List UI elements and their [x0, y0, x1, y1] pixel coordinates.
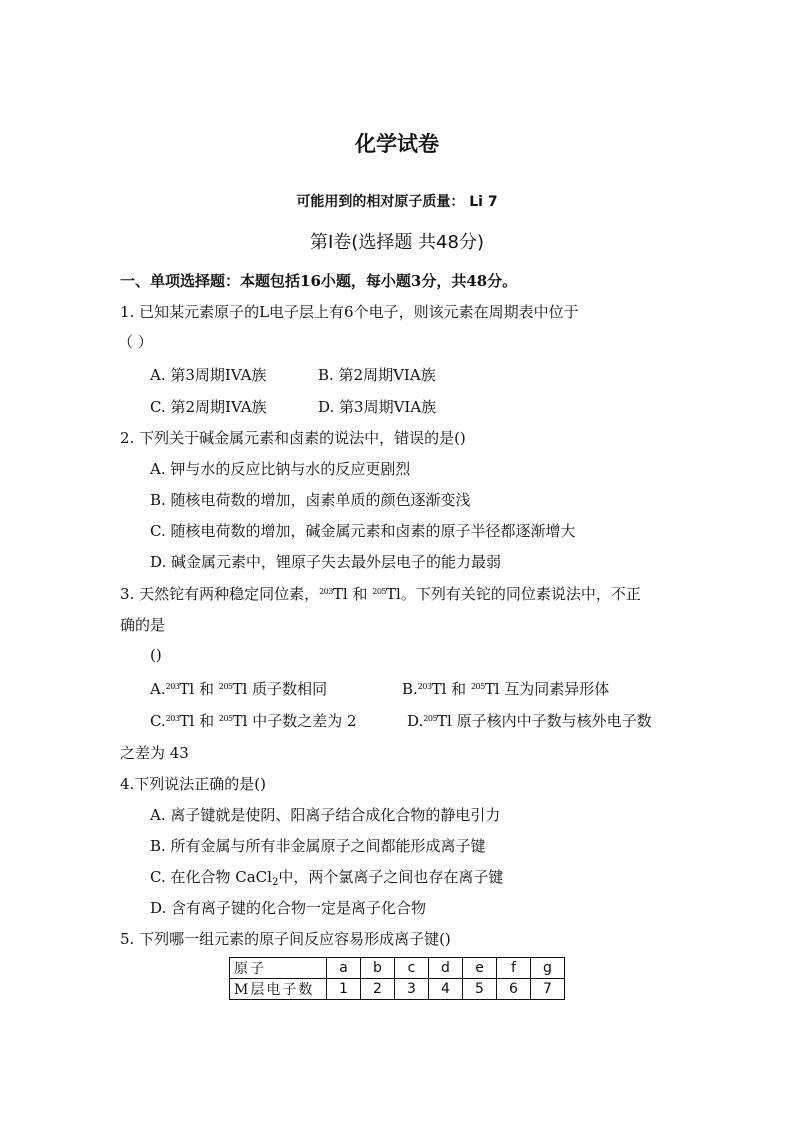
- q4-option-d: D. 含有离子键的化合物一定是离子化合物: [150, 899, 427, 917]
- option-letter: A.: [150, 680, 166, 698]
- conjunction: 和: [194, 680, 219, 698]
- table-row: [230, 979, 565, 1000]
- table-cell: b: [361, 958, 395, 979]
- isotope-mass-205: 205: [372, 587, 387, 596]
- conjunction: 和: [347, 585, 373, 603]
- q5-stem: 5. 下列哪一组元素的原子间反应容易形成离子键(): [120, 930, 451, 948]
- isotope-mass-205: 205: [218, 714, 233, 723]
- q2-option-a: A. 钾与水的反应比钠与水的反应更剧烈: [150, 460, 411, 478]
- option-text: 中子数之差为 2: [247, 712, 357, 730]
- option-text: 中，两个氯离子之间也存在离子键: [278, 868, 504, 886]
- element-symbol: Tl: [232, 712, 248, 730]
- table-cell: e: [463, 958, 497, 979]
- q4-stem: 4.下列说法正确的是(): [120, 775, 267, 793]
- conjunction: 和: [446, 680, 471, 698]
- table-cell: 2: [361, 979, 395, 1000]
- isotope-mass-203: 203: [165, 714, 180, 723]
- row-header-m-shell: M层电子数: [230, 979, 327, 1000]
- isotope-mass-205: 205: [423, 714, 438, 723]
- q2-option-d: D. 碱金属元素中，锂原子失去最外层电子的能力最弱: [150, 553, 502, 571]
- element-symbol: Tl: [484, 680, 500, 698]
- part-heading: 第Ⅰ卷(选择题 共48分): [310, 232, 484, 253]
- q1-option-c: C. 第2周期IVA族: [150, 398, 267, 416]
- table-cell: a: [327, 958, 361, 979]
- table-cell: 6: [497, 979, 531, 1000]
- subscript: 2: [271, 877, 279, 888]
- q1-answer-paren: （ ）: [118, 333, 153, 351]
- isotope-mass-205: 205: [470, 682, 485, 691]
- q3-stem-part1: 3. 天然铊有两种稳定同位素，: [120, 585, 320, 603]
- q3-option-a: [150, 678, 327, 699]
- q3-option-d: [407, 710, 652, 731]
- option-letter: D.: [407, 712, 424, 730]
- section-heading: 一、单项选择题：本题包括16小题，每小题3分，共48分。: [120, 272, 518, 290]
- table-cell: f: [497, 958, 531, 979]
- q4-option-c: [150, 866, 503, 888]
- isotope-mass-203: 203: [417, 682, 432, 691]
- option-letter: B.: [402, 680, 418, 698]
- q1-option-b: B. 第2周期VIA族: [318, 366, 436, 384]
- option-text: 原子核内中子数与核外电子数: [451, 712, 652, 730]
- q3-answer-paren: (): [150, 646, 162, 664]
- table-row: [230, 958, 565, 979]
- table-cell: 3: [395, 979, 429, 1000]
- isotope-mass-203: 203: [165, 682, 180, 691]
- q1-option-a: A. 第3周期IVA族: [150, 366, 267, 384]
- option-letter: C.: [150, 712, 166, 730]
- option-text: 互为同素异形体: [499, 680, 610, 698]
- q3-option-c: [150, 710, 357, 731]
- conjunction: 和: [194, 712, 219, 730]
- element-symbol: Tl: [332, 585, 348, 603]
- electron-table: [229, 957, 565, 1000]
- q2-stem: 2. 下列关于碱金属元素和卤素的说法中，错误的是(): [120, 429, 466, 447]
- element-symbol: Tl: [179, 680, 195, 698]
- isotope-mass-205: 205: [218, 682, 233, 691]
- table-cell: 5: [463, 979, 497, 1000]
- option-text: C. 在化合物 CaCl: [150, 868, 272, 886]
- page-title: 化学试卷: [355, 132, 439, 156]
- q2-option-c: C. 随核电荷数的增加，碱金属元素和卤素的原子半径都逐渐增大: [150, 522, 576, 540]
- q4-option-b: B. 所有金属与所有非金属原子之间都能形成离子键: [150, 837, 486, 855]
- table-cell: c: [395, 958, 429, 979]
- atomic-mass-line: 可能用到的相对原子质量： Li 7: [296, 194, 498, 210]
- element-symbol: Tl: [431, 680, 447, 698]
- q3-stem-part2: 。下列有关铊的同位素说法中，不正: [400, 585, 641, 603]
- q3-stem: [120, 583, 641, 604]
- option-text: 质子数相同: [247, 680, 328, 698]
- q2-option-b: B. 随核电荷数的增加，卤素单质的颜色逐渐变浅: [150, 491, 471, 509]
- element-symbol: Tl: [386, 585, 401, 603]
- element-symbol: Tl: [437, 712, 452, 730]
- element-symbol: Tl: [179, 712, 195, 730]
- q3-option-b: [402, 678, 609, 699]
- q4-option-a: A. 离子键就是使阴、阳离子结合成化合物的静电引力: [150, 806, 501, 824]
- table-cell: 7: [531, 979, 565, 1000]
- q1-stem: 1. 已知某元素原子的L电子层上有6个电子，则该元素在周期表中位于: [120, 303, 579, 321]
- table-cell: 4: [429, 979, 463, 1000]
- isotope-mass-203: 203: [319, 587, 333, 596]
- q3-option-d-line2: 之差为 43: [120, 744, 189, 762]
- element-symbol: Tl: [232, 680, 248, 698]
- table-cell: g: [531, 958, 565, 979]
- q3-stem-line2: 确的是: [120, 616, 166, 634]
- table-cell: d: [429, 958, 463, 979]
- q1-option-d: D. 第3周期VIA族: [318, 398, 437, 416]
- row-header-atom: 原子: [230, 958, 327, 979]
- table-cell: 1: [327, 979, 361, 1000]
